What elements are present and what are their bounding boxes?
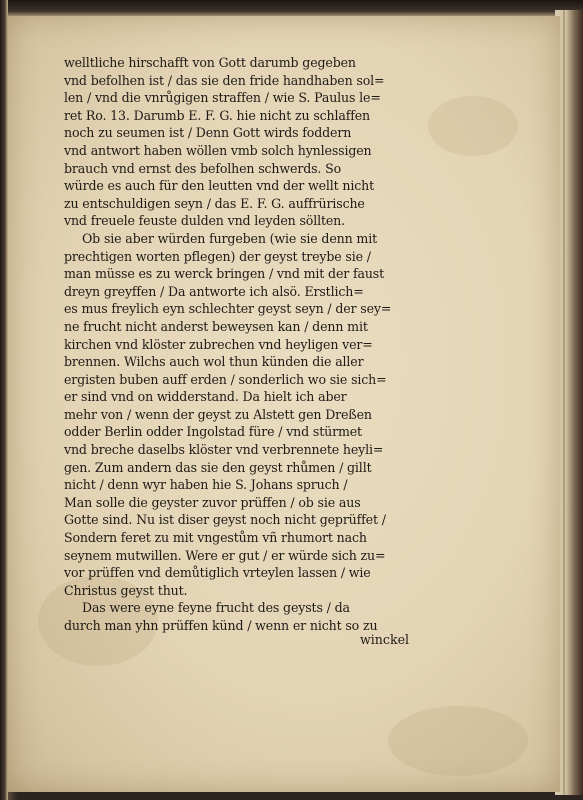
text-line: ne frucht nicht anderst beweysen kan / denn mit — [64, 318, 368, 334]
text-line: vnd breche daselbs klöster vnd verbrennete heyli= — [64, 442, 384, 458]
text-line: len / vnd die vnrůgigen straffen / wie S. Paulus le= — [64, 90, 381, 106]
text-line: brennen. Wilchs auch wol thun künden die aller — [64, 354, 364, 370]
text-line: Christus geyst thut. — [64, 582, 188, 598]
top-shadow-strip — [0, 0, 583, 16]
text-line: prechtigen worten pflegen) der geyst treybe sie / — [64, 248, 371, 264]
text-line: Gotte sind. Nu ist diser geyst noch nicht geprüffet / — [64, 512, 386, 528]
text-line: seynem mutwillen. Were er gut / er würde sich zu= — [64, 547, 386, 563]
text-line: Ob sie aber würden furgeben (wie sie denn mit — [82, 230, 378, 246]
text-line: brauch vnd ernst des befolhen schwerds. So — [64, 160, 342, 176]
text-line: kirchen vnd klöster zubrechen vnd heyligen ver= — [64, 336, 373, 352]
text-line: Sondern feret zu mit vngestům vñ rhumort nach — [64, 530, 367, 546]
paper-stain — [388, 706, 528, 776]
text-line: vnd befolhen ist / das sie den fride handhaben sol= — [64, 72, 385, 88]
text-line: ret Ro. 13. Darumb E. F. G. hie nicht zu schlaffen — [64, 107, 371, 123]
text-line: dreyn greyffen / Da antworte ich alsö. Erstlich= — [64, 283, 364, 299]
text-line: Das were eyne feyne frucht des geysts / da — [82, 600, 350, 616]
text-line: zu entschuldigen seyn / das E. F. G. auffrürische — [64, 195, 365, 211]
text-line: odder Berlin odder Ingolstad füre / vnd stürmet — [64, 424, 362, 440]
text-line: gen. Zum andern das sie den geyst rhůmen / gillt — [64, 459, 372, 475]
text-line: nicht / denn wyr haben hie S. Johans spruch / — [64, 477, 348, 493]
paper-stain — [428, 96, 518, 156]
body-text — [64, 54, 424, 635]
left-binding-edge — [0, 0, 8, 800]
text-line: ergisten buben auff erden / sonderlich wo sie sich= — [64, 371, 387, 387]
text-line: Man solle die geyster zuvor prüffen / ob sie aus — [64, 494, 361, 510]
text-line: man müsse es zu werck bringen / vnd mit der faust — [64, 266, 385, 282]
text-line: durch man yhn prüffen künd / wenn er nicht so zu — [64, 618, 378, 633]
text-line: vnd freuele feuste dulden vnd leyden söllten. — [64, 213, 346, 229]
text-line: welltliche hirschafft von Gott darumb gegeben — [64, 55, 356, 70]
text-line: würde es auch für den leutten vnd der wellt nicht — [64, 178, 375, 194]
text-line: vnd antwort haben wöllen vmb solch hynlessigen — [64, 142, 372, 158]
text-line: vor prüffen vnd demůtiglich vrteylen lassen / wie — [64, 565, 371, 581]
text-line: er sind vnd on widderstand. Da hielt ich aber — [64, 389, 347, 405]
text-line: es mus freylich eyn schlechter geyst seyn / der sey= — [64, 301, 392, 317]
catchword: winckel — [360, 632, 410, 647]
text-line: mehr von / wenn der geyst zu Alstett gen Dreßen — [64, 406, 372, 422]
text-line: noch zu seumen ist / Denn Gott wirds foddern — [64, 125, 352, 141]
